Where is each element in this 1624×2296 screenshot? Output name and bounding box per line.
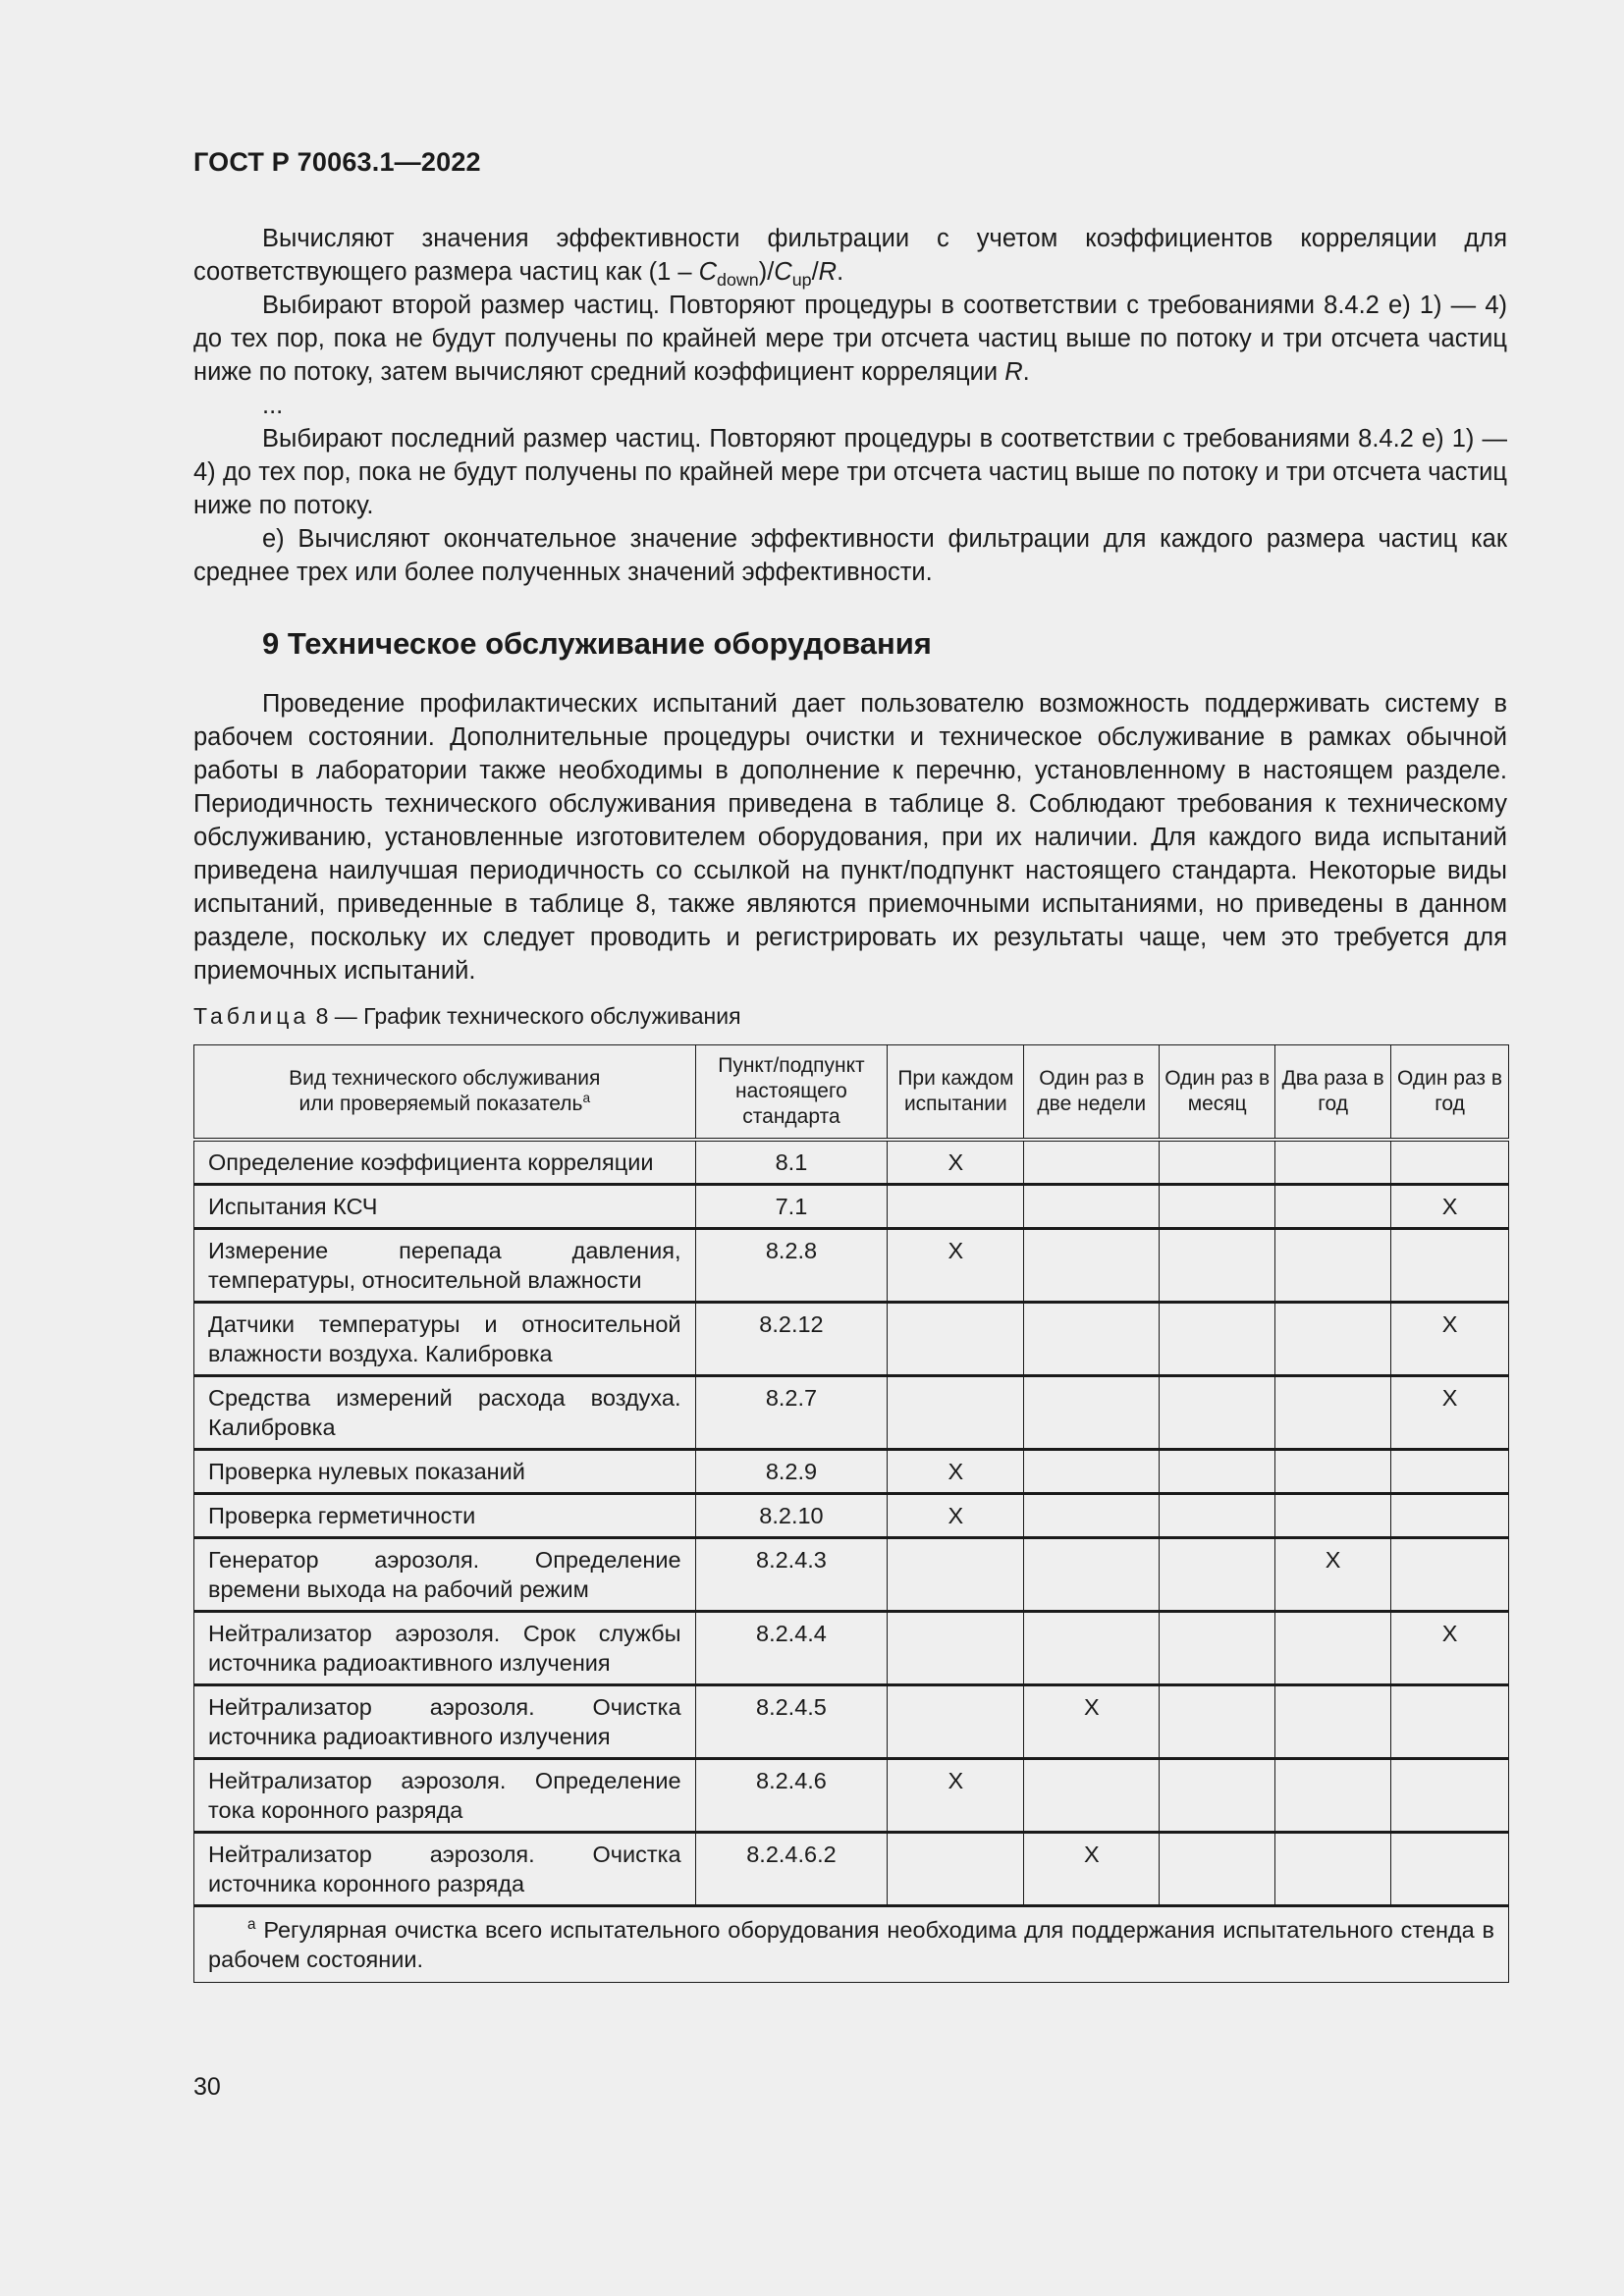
- frequency-mark-cell: X: [888, 1229, 1024, 1303]
- header-clause: Пункт/подпункт настоящего стандарта: [695, 1045, 888, 1141]
- frequency-mark-cell: [1275, 1833, 1391, 1906]
- header-twice-year: Два раза в год: [1275, 1045, 1391, 1141]
- clause-cell: 8.2.4.6: [695, 1759, 888, 1833]
- frequency-mark-cell: [1024, 1538, 1160, 1612]
- clause-cell: 8.2.8: [695, 1229, 888, 1303]
- table-footnote: $^a$ Регулярная очистка всего испытательного оборудования необходима для поддержания испытательного стенда в рабочем состоянии.: [194, 1906, 1509, 1983]
- header-two-weeks: Один раз в две недели: [1024, 1045, 1160, 1141]
- clause-cell: 8.2.4.6.2: [695, 1833, 888, 1906]
- frequency-mark-cell: [888, 1833, 1024, 1906]
- section-paragraph: Проведение профилактических испытаний дает пользователю возможность поддерживать систему в рабочем состоянии. Дополнительные процедуры очистки и техническое обслуживание в рамках обычной работы в лаборатории также необходимы в дополнение к перечню, установленному в настоящем разделе. Периодичность технического обслуживания приведена в таблице 8. Соблюдают требования к техническому обслуживанию, установленные изготовителем оборудования, при их наличии. Для каждого вида испытаний приведена наилучшая периодичность со ссылкой на пункт/подпункт настоящего стандарта. Некоторые виды испытаний, приведенные в таблице 8, также являются приемочными испытаниями, но приведены в данном разделе, поскольку их следует проводить и регистрировать их результаты чаще, чем это требуется для приемочных испытаний.: [193, 690, 1507, 985]
- intro-paragraph-1: Вычисляют значения эффективности фильтрации с учетом коэффициентов корреляции для соответствующего размера частиц как $(1 - C_{down})/C_{up}/R$.: [193, 225, 1507, 291]
- frequency-mark-cell: [1024, 1494, 1160, 1538]
- table-row: [194, 1376, 1509, 1450]
- frequency-mark-cell: X: [1391, 1612, 1509, 1685]
- table-row: [194, 1229, 1509, 1303]
- table-row: [194, 1140, 1509, 1185]
- maintenance-type-cell: Средства измерений расхода воздуха. Калибровка: [194, 1376, 696, 1450]
- frequency-mark-cell: [1024, 1229, 1160, 1303]
- frequency-mark-cell: [1160, 1376, 1275, 1450]
- frequency-mark-cell: X: [888, 1450, 1024, 1494]
- maintenance-type-cell: Проверка нулевых показаний: [194, 1450, 696, 1494]
- frequency-mark-cell: X: [888, 1494, 1024, 1538]
- frequency-mark-cell: [888, 1303, 1024, 1376]
- frequency-mark-cell: [1160, 1833, 1275, 1906]
- frequency-mark-cell: [1024, 1376, 1160, 1450]
- frequency-mark-cell: [1275, 1685, 1391, 1759]
- frequency-mark-cell: X: [888, 1759, 1024, 1833]
- intro-paragraph-3: Выбирают последний размер частиц. Повторяют процедуры в соответствии с требованиями 8.4.2 е) 1) — 4) до тех пор, пока не будут получены по крайней мере три отсчета частиц выше по потоку и три отсчета частиц ниже по потоку.: [193, 425, 1507, 519]
- frequency-mark-cell: [1391, 1833, 1509, 1906]
- frequency-mark-cell: [1275, 1376, 1391, 1450]
- frequency-mark-cell: [888, 1538, 1024, 1612]
- maintenance-type-cell: Проверка герметичности: [194, 1494, 696, 1538]
- frequency-mark-cell: [888, 1612, 1024, 1685]
- section-body: [193, 687, 1507, 988]
- frequency-mark-cell: [1160, 1185, 1275, 1229]
- frequency-mark-cell: [1160, 1229, 1275, 1303]
- frequency-mark-cell: [1024, 1612, 1160, 1685]
- frequency-mark-cell: [1391, 1229, 1509, 1303]
- frequency-mark-cell: [1024, 1450, 1160, 1494]
- maintenance-type-cell: Нейтрализатор аэрозоля. Очистка источника коронного разряда: [194, 1833, 696, 1906]
- table-row: [194, 1185, 1509, 1229]
- maintenance-type-cell: Измерение перепада давления, температуры, относительной влажности: [194, 1229, 696, 1303]
- intro-text: [193, 222, 1507, 589]
- maintenance-type-cell: Испытания КСЧ: [194, 1185, 696, 1229]
- header-month: Один раз в месяц: [1160, 1045, 1275, 1141]
- frequency-mark-cell: [888, 1376, 1024, 1450]
- maintenance-schedule-table: [193, 1044, 1509, 1983]
- frequency-mark-cell: [1024, 1140, 1160, 1185]
- clause-cell: 8.2.9: [695, 1450, 888, 1494]
- table-row: [194, 1685, 1509, 1759]
- maintenance-type-cell: Определение коэффициента корреляции: [194, 1140, 696, 1185]
- frequency-mark-cell: X: [1391, 1376, 1509, 1450]
- frequency-mark-cell: [1391, 1685, 1509, 1759]
- frequency-mark-cell: [1275, 1303, 1391, 1376]
- page-number: 30: [193, 2073, 221, 2101]
- frequency-mark-cell: [1160, 1494, 1275, 1538]
- frequency-mark-cell: [1391, 1450, 1509, 1494]
- table-header-row: [194, 1045, 1509, 1141]
- frequency-mark-cell: [1160, 1612, 1275, 1685]
- clause-cell: 8.2.7: [695, 1376, 888, 1450]
- table-row: [194, 1450, 1509, 1494]
- frequency-mark-cell: [1024, 1185, 1160, 1229]
- intro-paragraph-4: е) Вычисляют окончательное значение эффективности фильтрации для каждого размера частиц как среднее трех или более полученных значений эффективности.: [193, 525, 1507, 586]
- frequency-mark-cell: [1275, 1185, 1391, 1229]
- frequency-mark-cell: [1160, 1140, 1275, 1185]
- clause-cell: 8.2.12: [695, 1303, 888, 1376]
- table-footnote-row: [194, 1906, 1509, 1983]
- table-row: [194, 1303, 1509, 1376]
- table-row: [194, 1538, 1509, 1612]
- table-row: [194, 1612, 1509, 1685]
- maintenance-type-cell: Нейтрализатор аэрозоля. Срок службы источника радиоактивного излучения: [194, 1612, 696, 1685]
- maintenance-type-cell: Генератор аэрозоля. Определение времени выхода на рабочий режим: [194, 1538, 696, 1612]
- section-title: 9 Техническое обслуживание оборудования: [262, 626, 932, 661]
- header-maintenance-type: Вид технического обслуживания или проверяемый показатель$^a$: [194, 1045, 696, 1141]
- frequency-mark-cell: [888, 1685, 1024, 1759]
- header-year: Один раз в год: [1391, 1045, 1509, 1141]
- table-row: [194, 1833, 1509, 1906]
- frequency-mark-cell: [1160, 1685, 1275, 1759]
- frequency-mark-cell: [1024, 1303, 1160, 1376]
- frequency-mark-cell: X: [1024, 1685, 1160, 1759]
- frequency-mark-cell: X: [1275, 1538, 1391, 1612]
- frequency-mark-cell: [1391, 1538, 1509, 1612]
- frequency-mark-cell: [1391, 1759, 1509, 1833]
- clause-cell: 8.2.4.4: [695, 1612, 888, 1685]
- frequency-mark-cell: [1160, 1538, 1275, 1612]
- maintenance-type-cell: Датчики температуры и относительной влажности воздуха. Калибровка: [194, 1303, 696, 1376]
- frequency-mark-cell: [1160, 1759, 1275, 1833]
- frequency-mark-cell: [1275, 1494, 1391, 1538]
- table-caption: Таблица 8 — График технического обслуживания: [193, 1003, 741, 1029]
- frequency-mark-cell: X: [1391, 1185, 1509, 1229]
- intro-ellipsis: ...: [262, 392, 284, 419]
- frequency-mark-cell: X: [888, 1140, 1024, 1185]
- frequency-mark-cell: [1275, 1612, 1391, 1685]
- document-code-header: ГОСТ Р 70063.1—2022: [193, 147, 481, 177]
- frequency-mark-cell: [1275, 1759, 1391, 1833]
- clause-cell: 7.1: [695, 1185, 888, 1229]
- maintenance-type-cell: Нейтрализатор аэрозоля. Определение тока коронного разряда: [194, 1759, 696, 1833]
- frequency-mark-cell: [1275, 1140, 1391, 1185]
- frequency-mark-cell: [1160, 1450, 1275, 1494]
- frequency-mark-cell: [1024, 1759, 1160, 1833]
- clause-cell: 8.2.4.3: [695, 1538, 888, 1612]
- table-row: [194, 1494, 1509, 1538]
- clause-cell: 8.1: [695, 1140, 888, 1185]
- clause-cell: 8.2.4.5: [695, 1685, 888, 1759]
- maintenance-type-cell: Нейтрализатор аэрозоля. Очистка источника радиоактивного излучения: [194, 1685, 696, 1759]
- frequency-mark-cell: [1275, 1450, 1391, 1494]
- frequency-mark-cell: [1391, 1494, 1509, 1538]
- clause-cell: 8.2.10: [695, 1494, 888, 1538]
- table-row: [194, 1759, 1509, 1833]
- frequency-mark-cell: [888, 1185, 1024, 1229]
- header-each-test: При каждом испытании: [888, 1045, 1024, 1141]
- frequency-mark-cell: [1160, 1303, 1275, 1376]
- frequency-mark-cell: [1391, 1140, 1509, 1185]
- frequency-mark-cell: [1275, 1229, 1391, 1303]
- frequency-mark-cell: X: [1391, 1303, 1509, 1376]
- intro-paragraph-2: Выбирают второй размер частиц. Повторяют процедуры в соответствии с требованиями 8.4.2 е) 1) — 4) до тех пор, пока не будут получены по крайней мере три отсчета частиц выше по потоку и три отсчета частиц ниже по потоку, затем вычисляют средний коэффициент корреляции R.: [193, 292, 1507, 386]
- frequency-mark-cell: X: [1024, 1833, 1160, 1906]
